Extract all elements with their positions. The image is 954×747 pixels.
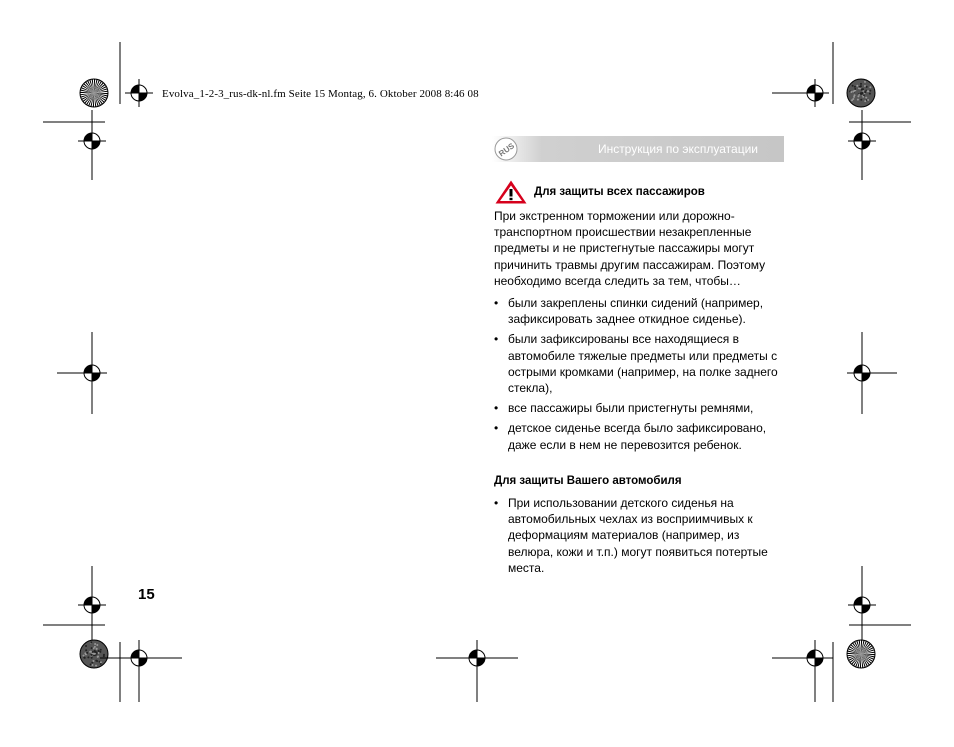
- list-item: • были зафиксированы все находящиеся в автомобиле тяжелые предметы или предметы с острыми кромками (например, на полке заднего стекла),: [494, 331, 786, 396]
- list-item: • детское сиденье всегда было зафиксировано, даже если в нем не перевозится ребенок.: [494, 420, 786, 452]
- gray-target-icon: [80, 640, 108, 668]
- star-target-icon: [847, 640, 875, 668]
- gray-target-icon: [847, 79, 875, 107]
- rus-badge-icon: [494, 137, 518, 161]
- vehicle-heading: Для защиты Вашего автомобиля: [494, 474, 682, 487]
- list-item: • все пассажиры были пристегнуты ремнями,: [494, 400, 786, 416]
- page-number: 15: [138, 586, 155, 603]
- warning-intro: При экстренном торможении или дорожно-транспортном происшествии незакрепленные предметы и не пристегнутые пассажиры могут причинить травмы другим пассажирам. Поэтому необходимо всегда следить за тем, чтобы…: [494, 209, 766, 288]
- vehicle-bullets: [494, 495, 786, 576]
- star-target-icon: [80, 79, 108, 107]
- print-header-file-info: Evolva_1-2-3_rus-dk-nl.fm Seite 15 Montag, 6. Oktober 2008 8:46 08: [162, 88, 479, 100]
- list-item: • были закреплены спинки сидений (например, зафиксировать заднее откидное сиденье).: [494, 295, 786, 327]
- registration-mark-icon: [125, 79, 153, 107]
- warning-triangle-icon: [494, 179, 528, 205]
- warning-heading-row: [494, 178, 786, 206]
- list-item: • При использовании детского сиденья на автомобильных чехлах из восприимчивых к деформациям материалов (например, из велюра, кожи и т.п.) могут появиться потертые места.: [494, 495, 786, 576]
- rus-badge-label: RUS: [497, 141, 517, 159]
- main-content: [494, 178, 786, 580]
- warning-heading: Для защиты всех пассажиров: [534, 185, 705, 198]
- manual-title: Инструкция по эксплуатации: [597, 142, 758, 156]
- warning-bullets: [494, 295, 786, 453]
- language-bar: [492, 136, 784, 162]
